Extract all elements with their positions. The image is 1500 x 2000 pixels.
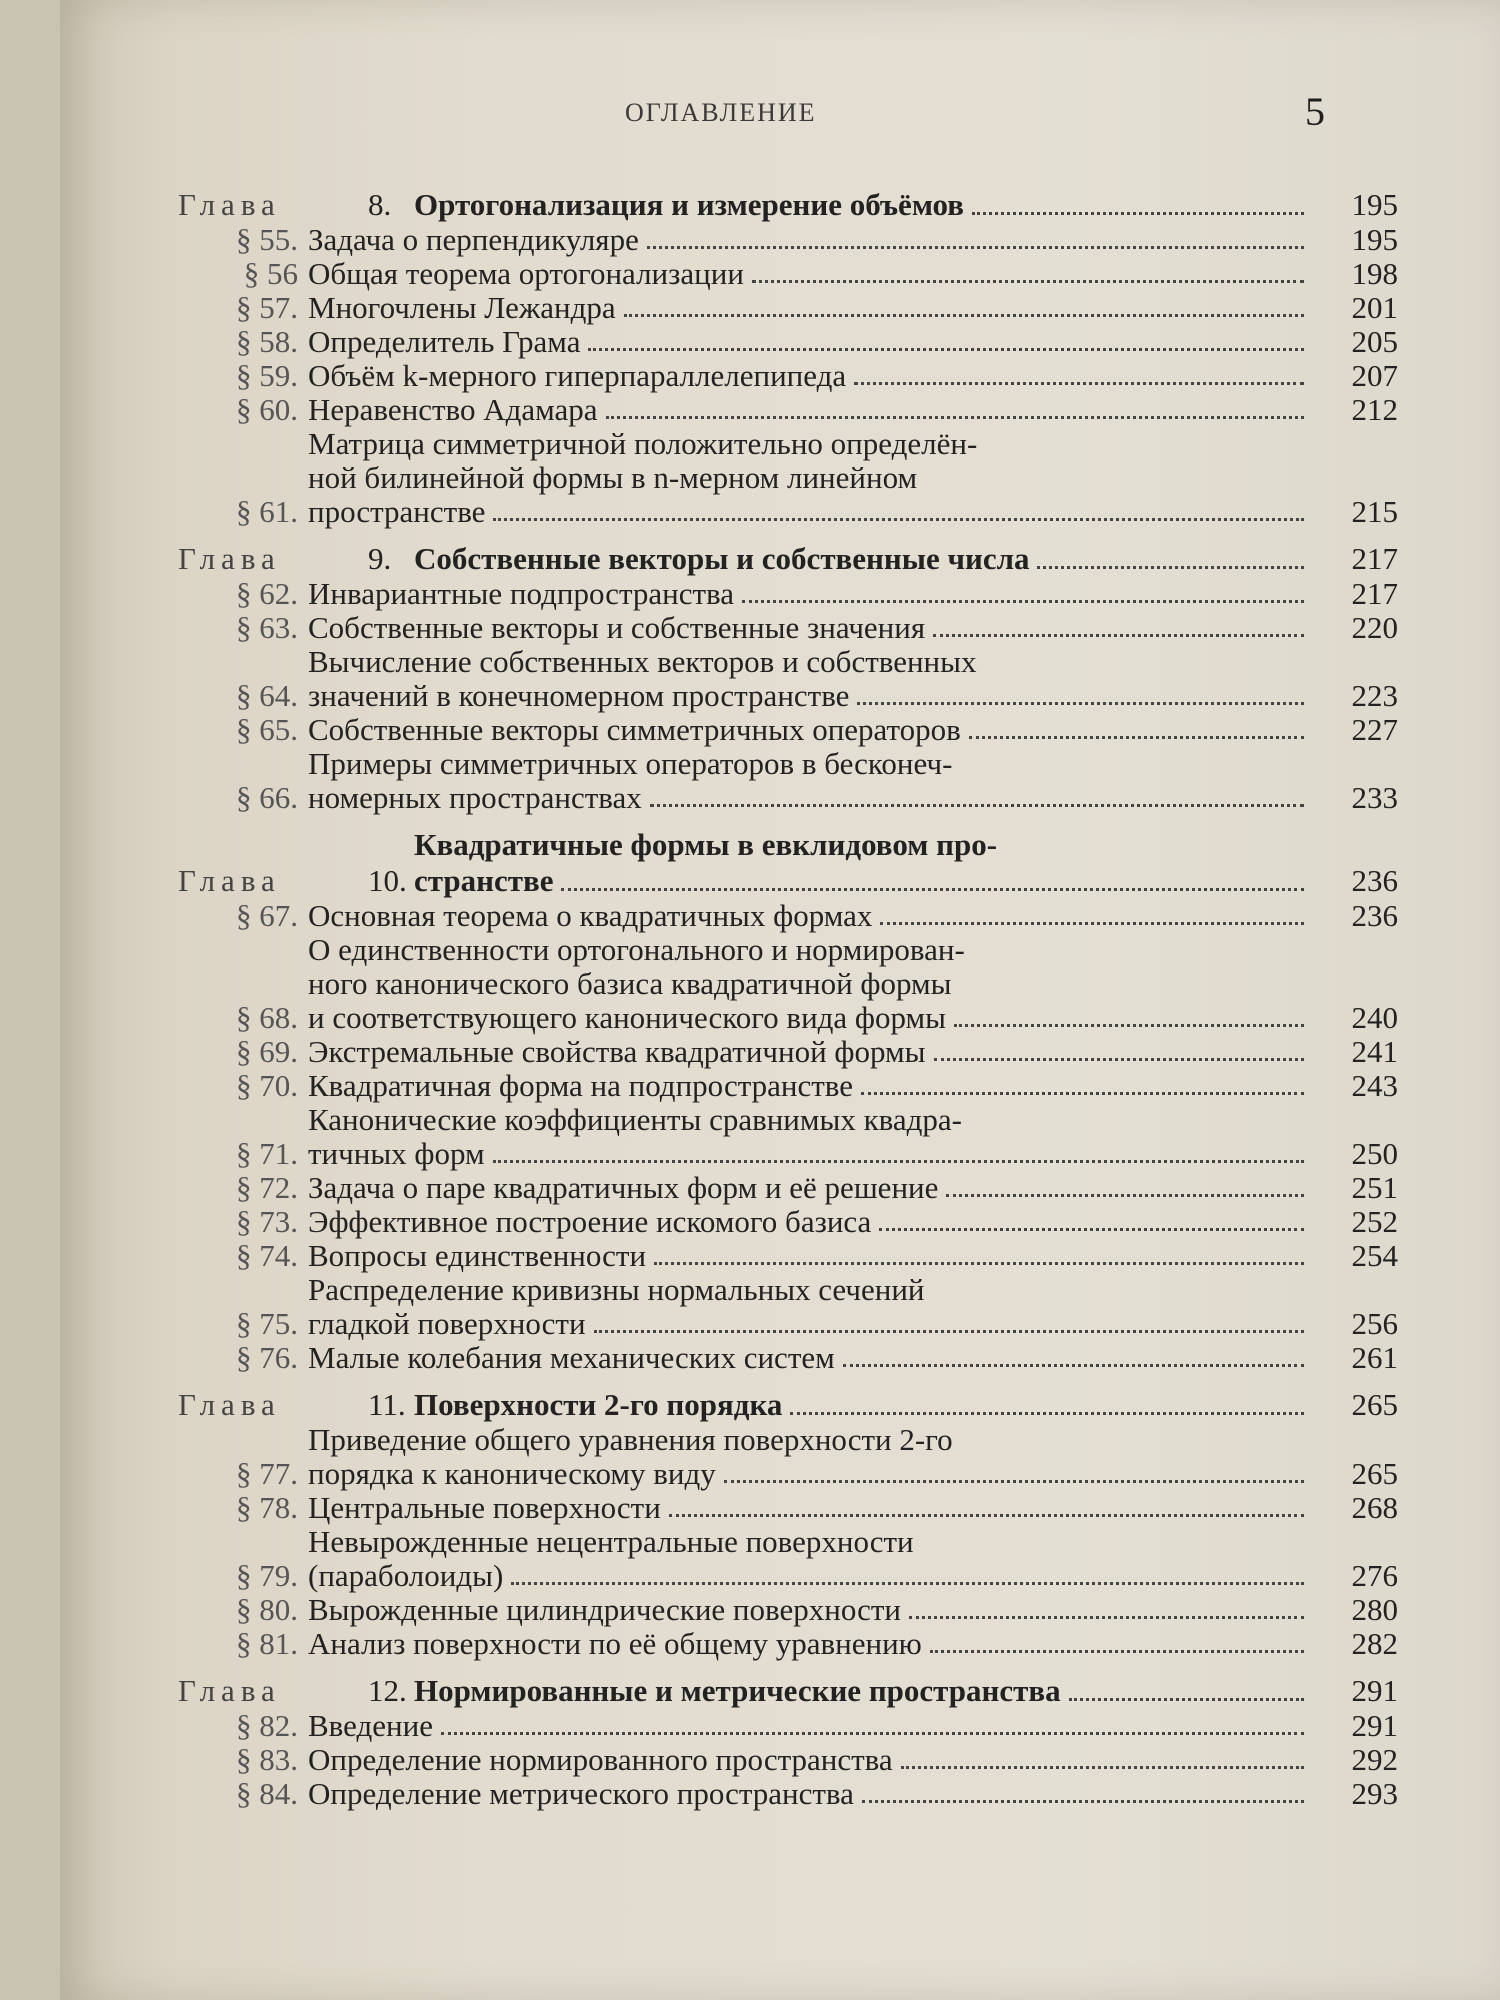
title-line: странстве <box>414 863 554 898</box>
dot-leader <box>594 1330 1304 1333</box>
dot-leader <box>954 1024 1304 1027</box>
page-ref: 195 <box>1351 187 1398 222</box>
toc-section-row <box>178 393 1398 427</box>
section-title <box>308 577 1318 611</box>
page-ref: 293 <box>1351 1776 1398 1811</box>
dot-leader <box>724 1480 1304 1483</box>
dot-leader <box>933 634 1304 637</box>
title-line: Распределение кривизны нормальных сечений <box>308 1272 925 1307</box>
section-number: § 59. <box>236 358 298 393</box>
chapter-number: 11. <box>368 1387 406 1422</box>
chapter-title <box>414 541 1318 577</box>
title-text: Введение <box>308 1708 433 1743</box>
toc-section-row <box>178 899 1398 933</box>
dot-leader <box>946 1194 1304 1197</box>
section-title <box>308 1709 1318 1743</box>
toc-section-row <box>178 1423 1398 1491</box>
chapter-number: 12. <box>368 1673 407 1708</box>
page-ref: 291 <box>1351 1673 1398 1708</box>
section-number: § 76. <box>236 1340 298 1375</box>
page-ref: 252 <box>1351 1204 1398 1239</box>
section-number: § 57. <box>236 290 298 325</box>
running-title: ОГЛАВЛЕНИЕ <box>625 98 817 127</box>
title-line: О единственности ортогонального и нормирован- <box>308 932 965 967</box>
section-title <box>308 1491 1318 1525</box>
dot-leader <box>647 246 1304 249</box>
page-ref: 215 <box>1351 494 1398 529</box>
title-line: Вычисление собственных векторов и собственных <box>308 644 977 679</box>
section-title <box>308 223 1318 257</box>
dot-leader <box>650 804 1304 807</box>
title-line: тичных форм <box>308 1136 485 1171</box>
dot-leader <box>879 1228 1304 1231</box>
title-text: Неравенство Адамара <box>308 392 598 427</box>
toc-section-row <box>178 1341 1398 1375</box>
dot-leader <box>1069 1698 1304 1701</box>
toc-section-row <box>178 1491 1398 1525</box>
toc-section-row <box>178 1627 1398 1661</box>
dot-leader <box>1037 566 1304 569</box>
dot-leader <box>606 416 1304 419</box>
section-number: § 62. <box>236 576 298 611</box>
chapter-number: 8. <box>368 187 392 222</box>
section-number: § 82. <box>236 1708 298 1743</box>
page-ref: 265 <box>1351 1456 1398 1491</box>
section-number: § 69. <box>236 1034 298 1069</box>
section-title <box>308 257 1318 291</box>
title-text: Инвариантные подпространства <box>308 576 735 611</box>
section-number: § 65. <box>236 712 298 747</box>
section-number: § 70. <box>236 1068 298 1103</box>
toc-section-row <box>178 577 1398 611</box>
title-text: Многочлены Лежандра <box>308 290 616 325</box>
page-ref: 243 <box>1351 1068 1398 1103</box>
chapter-title <box>414 1387 1318 1423</box>
section-number: § 60. <box>236 392 298 427</box>
title-text: Собственные векторы и собственные значения <box>308 610 926 645</box>
chapter-label: Глава <box>178 1673 281 1708</box>
toc-section-row <box>178 325 1398 359</box>
toc-section-row <box>178 1035 1398 1069</box>
page-ref: 241 <box>1351 1034 1398 1069</box>
title-text: Малые колебания механических систем <box>308 1340 835 1375</box>
title-last-line <box>308 781 1318 815</box>
section-title <box>308 1341 1318 1375</box>
toc-section-row <box>178 359 1398 393</box>
page-ref: 276 <box>1351 1558 1398 1593</box>
page-ref: 217 <box>1351 541 1398 576</box>
dot-leader <box>843 1364 1304 1367</box>
title-text: Центральные поверхности <box>308 1490 661 1525</box>
section-number: § 80. <box>236 1592 298 1627</box>
dot-leader <box>441 1732 1304 1735</box>
toc-section-row <box>178 1103 1398 1171</box>
section-title <box>308 1035 1318 1069</box>
section-number: § 67. <box>236 898 298 933</box>
section-title <box>308 1777 1318 1811</box>
title-line: Квадратичные формы в евклидовом про- <box>414 827 998 862</box>
page-number: 5 <box>1305 89 1325 134</box>
dot-leader <box>511 1582 1304 1585</box>
book-page <box>60 0 1500 2000</box>
dot-leader <box>742 600 1304 603</box>
page-ref: 292 <box>1351 1742 1398 1777</box>
toc-chapter-row <box>178 1387 1398 1423</box>
section-number: § 81. <box>236 1626 298 1661</box>
title-text: Задача о перпендикуляре <box>308 222 639 257</box>
title-text: Экстремальные свойства квадратичной формы <box>308 1034 926 1069</box>
chapter-label: Глава <box>178 863 281 898</box>
title-text: Основная теорема о квадратичных формах <box>308 898 873 933</box>
dot-leader <box>862 1800 1304 1803</box>
section-title <box>308 427 1318 529</box>
section-title <box>308 1239 1318 1273</box>
title-line: ного канонического базиса квадратичной формы <box>308 966 952 1001</box>
section-title <box>308 291 1318 325</box>
title-line: Приведение общего уравнения поверхности 2-го <box>308 1422 953 1457</box>
title-text: Квадратичная форма на подпространстве <box>308 1068 853 1103</box>
page-ref: 282 <box>1351 1626 1398 1661</box>
section-title <box>308 899 1318 933</box>
section-number: § 83. <box>236 1742 298 1777</box>
section-title <box>308 325 1318 359</box>
page-ref: 220 <box>1351 610 1398 645</box>
title-last-line <box>308 1001 1318 1035</box>
dot-leader <box>909 1616 1304 1619</box>
title-last-line <box>308 1457 1318 1491</box>
title-last-line <box>308 1559 1318 1593</box>
section-number: § 68. <box>236 1000 298 1035</box>
title-line: и соответствующего канонического вида формы <box>308 1000 946 1035</box>
title-text: Задача о паре квадратичных форм и её решение <box>308 1170 939 1205</box>
title-line: ной билинейной формы в n-мерном линейном <box>308 460 918 495</box>
dot-leader <box>588 348 1304 351</box>
title-last-line <box>414 863 1318 899</box>
page-ref: 256 <box>1351 1306 1398 1341</box>
toc-section-row <box>178 933 1398 1035</box>
title-last-line <box>308 1307 1318 1341</box>
title-text: Вырожденные цилиндрические поверхности <box>308 1592 901 1627</box>
page-ref: 261 <box>1351 1340 1398 1375</box>
section-title <box>308 1423 1318 1491</box>
page-ref: 227 <box>1351 712 1398 747</box>
dot-leader <box>934 1058 1305 1061</box>
dot-leader <box>930 1650 1304 1653</box>
page-ref: 223 <box>1351 678 1398 713</box>
toc-section-row <box>178 223 1398 257</box>
page-ref: 291 <box>1351 1708 1398 1743</box>
section-title <box>308 611 1318 645</box>
section-number: § 64. <box>236 678 298 713</box>
title-text: Определение метрического пространства <box>308 1776 854 1811</box>
page-ref: 251 <box>1351 1170 1398 1205</box>
toc-section-row <box>178 645 1398 713</box>
dot-leader <box>561 888 1304 891</box>
title-line: Примеры симметричных операторов в бесконеч- <box>308 746 953 781</box>
page-ref: 233 <box>1351 780 1398 815</box>
page-ref: 198 <box>1351 256 1398 291</box>
chapter-title <box>414 827 1318 899</box>
section-number: § 63. <box>236 610 298 645</box>
section-title <box>308 1743 1318 1777</box>
section-number: § 58. <box>236 324 298 359</box>
section-title <box>308 933 1318 1035</box>
dot-leader <box>493 1160 1304 1163</box>
title-line: Невырожденные нецентральные поверхности <box>308 1524 914 1559</box>
page-ref: 240 <box>1351 1000 1398 1035</box>
chapter-label: Глава <box>178 1387 281 1422</box>
dot-leader <box>669 1514 1304 1517</box>
title-text: Ортогонализация и измерение объёмов <box>414 187 964 222</box>
section-title <box>308 359 1318 393</box>
page-ref: 265 <box>1351 1387 1398 1422</box>
section-title <box>308 1525 1318 1593</box>
toc-section-row <box>178 1743 1398 1777</box>
dot-leader <box>861 1092 1304 1095</box>
section-title <box>308 1171 1318 1205</box>
toc-section-row <box>178 611 1398 645</box>
toc-section-row <box>178 1593 1398 1627</box>
title-line: Канонические коэффициенты сравнимых квадра- <box>308 1102 962 1137</box>
toc-section-row <box>178 1069 1398 1103</box>
title-text: Общая теорема ортогонализации <box>308 256 744 291</box>
dot-leader <box>790 1412 1304 1415</box>
title-text: Эффективное построение искомого базиса <box>308 1204 872 1239</box>
dot-leader <box>857 702 1304 705</box>
chapter-title <box>414 187 1318 223</box>
title-text: Нормированные и метрические пространства <box>414 1673 1061 1708</box>
toc-chapter-row <box>178 187 1398 223</box>
title-last-line <box>308 495 1318 529</box>
section-title <box>308 393 1318 427</box>
dot-leader <box>969 736 1304 739</box>
chapter-number: 10. <box>368 863 407 898</box>
toc-section-row <box>178 1239 1398 1273</box>
dot-leader <box>854 382 1304 385</box>
toc-section-row <box>178 427 1398 529</box>
section-title <box>308 747 1318 815</box>
page-ref: 217 <box>1351 576 1398 611</box>
dot-leader <box>901 1766 1304 1769</box>
section-number: § 78. <box>236 1490 298 1525</box>
title-last-line <box>308 1137 1318 1171</box>
page-ref: 236 <box>1351 863 1398 898</box>
section-title <box>308 1103 1318 1171</box>
toc-section-row <box>178 1777 1398 1811</box>
title-text: Вопросы единственности <box>308 1238 647 1273</box>
title-line: Матрица симметричной положительно определён- <box>308 426 978 461</box>
title-line: (параболоиды) <box>308 1558 504 1593</box>
dot-leader <box>752 280 1304 283</box>
chapter-label: Глава <box>178 187 281 222</box>
page-ref: 280 <box>1351 1592 1398 1627</box>
section-title <box>308 1205 1318 1239</box>
page-ref: 207 <box>1351 358 1398 393</box>
page-ref: 254 <box>1351 1238 1398 1273</box>
section-title <box>308 1627 1318 1661</box>
toc-chapter-row <box>178 541 1398 577</box>
section-number: § 74. <box>236 1238 298 1273</box>
chapter-label: Глава <box>178 541 281 576</box>
title-line: порядка к каноническому виду <box>308 1456 716 1491</box>
dot-leader <box>880 922 1304 925</box>
toc-chapter-row <box>178 1673 1398 1709</box>
section-title <box>308 1593 1318 1627</box>
section-number: § 61. <box>236 494 298 529</box>
title-line: номерных пространствах <box>308 780 642 815</box>
title-text: Собственные векторы симметричных операторов <box>308 712 961 747</box>
section-number: § 55. <box>236 222 298 257</box>
toc-section-row <box>178 1205 1398 1239</box>
page-header <box>60 89 1500 134</box>
section-number: § 72. <box>236 1170 298 1205</box>
toc-section-row <box>178 747 1398 815</box>
section-number: § 66. <box>236 780 298 815</box>
chapter-number: 9. <box>368 541 392 576</box>
section-title <box>308 1273 1318 1341</box>
toc-section-row <box>178 1171 1398 1205</box>
dot-leader <box>493 518 1304 521</box>
section-number: § 56 <box>243 256 298 291</box>
title-text: Определение нормированного пространства <box>308 1742 893 1777</box>
title-text: Определитель Грама <box>308 324 581 359</box>
toc-section-row <box>178 1525 1398 1593</box>
title-line: пространстве <box>308 494 486 529</box>
section-number: § 79. <box>236 1558 298 1593</box>
title-text: Объём k-мерного гиперпараллелепипеда <box>308 358 847 393</box>
page-ref: 195 <box>1351 222 1398 257</box>
section-number: § 75. <box>236 1306 298 1341</box>
title-text: Собственные векторы и собственные числа <box>414 541 1030 576</box>
page-ref: 236 <box>1351 898 1398 933</box>
section-title <box>308 713 1318 747</box>
section-number: § 71. <box>236 1136 298 1171</box>
section-number: § 84. <box>236 1776 298 1811</box>
page-ref: 250 <box>1351 1136 1398 1171</box>
page-ref: 205 <box>1351 324 1398 359</box>
section-title <box>308 645 1318 713</box>
title-line: значений в конечномерном пространстве <box>308 678 850 713</box>
toc-chapter-row <box>178 827 1398 899</box>
page-ref: 212 <box>1351 392 1398 427</box>
title-text: Поверхности 2-го порядка <box>414 1387 783 1422</box>
page-ref: 201 <box>1351 290 1398 325</box>
title-last-line <box>308 679 1318 713</box>
dot-leader <box>972 212 1304 215</box>
toc-section-row <box>178 713 1398 747</box>
title-line: гладкой поверхности <box>308 1306 586 1341</box>
table-of-contents <box>178 175 1398 1811</box>
section-title <box>308 1069 1318 1103</box>
dot-leader <box>654 1262 1304 1265</box>
section-number: § 73. <box>236 1204 298 1239</box>
chapter-title <box>414 1673 1318 1709</box>
toc-section-row <box>178 257 1398 291</box>
section-number: § 77. <box>236 1456 298 1491</box>
title-text: Анализ поверхности по её общему уравнению <box>308 1626 922 1661</box>
toc-section-row <box>178 291 1398 325</box>
toc-section-row <box>178 1273 1398 1341</box>
toc-section-row <box>178 1709 1398 1743</box>
dot-leader <box>624 314 1304 317</box>
page-ref: 268 <box>1351 1490 1398 1525</box>
